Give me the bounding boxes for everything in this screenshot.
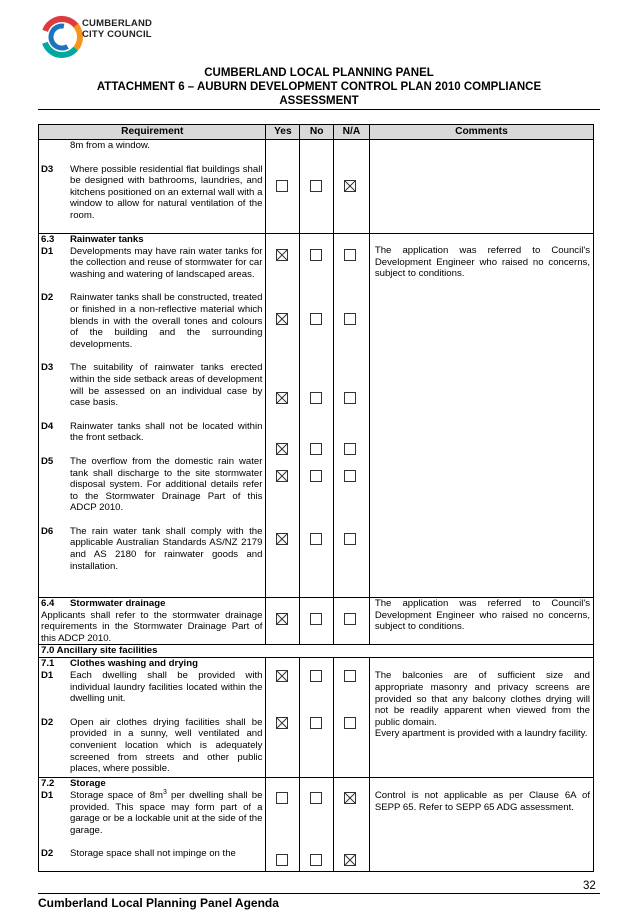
comment-text: Every apartment is provided with a laundry facility. <box>374 728 588 740</box>
checkbox-no[interactable] <box>310 670 322 682</box>
checkbox-no[interactable] <box>310 392 322 404</box>
checkbox-na[interactable] <box>344 533 356 545</box>
control-text: Rainwater tanks shall not be located within the front setback. <box>70 420 263 444</box>
footer-title: Cumberland Local Planning Panel Agenda <box>38 896 279 910</box>
control-code: D5 <box>41 455 54 467</box>
title-line-1: CUMBERLAND LOCAL PLANNING PANEL <box>204 67 434 79</box>
control-code: D1 <box>41 245 54 257</box>
section-heading: 7.0 Ancillary site facilities <box>41 645 158 657</box>
section-heading-row <box>39 645 594 658</box>
control-code: D3 <box>41 163 54 175</box>
control-code: D2 <box>41 292 54 304</box>
control-text-part: per dwelling shall be provided. This space may form part of a garage or be a lockable unit at the side of the garage. <box>70 789 263 836</box>
col-requirement: Requirement <box>39 125 266 140</box>
section-title: Storage <box>70 778 106 790</box>
checkbox-na-checked[interactable] <box>344 180 356 192</box>
checkbox-yes-checked[interactable] <box>276 533 288 545</box>
section-title: Rainwater tanks <box>70 234 144 245</box>
checkbox-no[interactable] <box>310 443 322 455</box>
header-rule <box>38 109 600 110</box>
comment-cell <box>369 658 593 778</box>
section-title: Clothes washing and drying <box>70 658 198 670</box>
yes-cell <box>266 140 300 234</box>
na-cell <box>334 778 370 872</box>
yes-cell <box>266 234 300 598</box>
checkbox-no[interactable] <box>310 613 322 625</box>
col-na: N/A <box>334 125 370 140</box>
checkbox-na[interactable] <box>344 392 356 404</box>
checkbox-no[interactable] <box>310 533 322 545</box>
section-code: 6.4 <box>41 598 55 609</box>
checkbox-no[interactable] <box>310 180 322 192</box>
comment-text: Control is not applicable as per Clause 6A of SEPP 65. Refer to SEPP 65 ADG assessment. <box>374 790 590 813</box>
control-text: Storage space shall not impinge on the <box>70 848 236 860</box>
checkbox-no[interactable] <box>310 792 322 804</box>
control-code: D1 <box>41 669 54 681</box>
section-code: 6.3 <box>41 234 55 245</box>
document-title <box>38 66 600 108</box>
yes-cell <box>266 598 300 645</box>
control-code: D6 <box>41 525 54 537</box>
no-cell <box>300 658 334 778</box>
checkbox-na[interactable] <box>344 670 356 682</box>
no-cell <box>300 598 334 645</box>
table-row <box>39 140 594 234</box>
checkbox-yes-checked[interactable] <box>276 443 288 455</box>
superscript: 3 <box>163 788 167 796</box>
logo-line-2: CITY COUNCIL <box>82 29 152 40</box>
requirement-cell <box>39 658 266 778</box>
na-cell <box>334 598 370 645</box>
logo-text <box>82 18 152 40</box>
no-cell <box>300 234 334 598</box>
checkbox-na[interactable] <box>344 717 356 729</box>
comment-cell <box>369 234 593 598</box>
control-text: The overflow from the domestic rain water tank shall discharge to the site stormwater disposal system. For additional details refer to the Stormwater Drainage Part of this ADCP 2010. <box>70 455 263 514</box>
na-cell <box>334 658 370 778</box>
checkbox-yes-checked[interactable] <box>276 613 288 625</box>
title-line-3: ASSESSMENT <box>279 95 359 107</box>
table-row <box>39 598 594 645</box>
checkbox-yes-checked[interactable] <box>276 470 288 482</box>
checkbox-na[interactable] <box>344 313 356 325</box>
col-comments: Comments <box>369 125 593 140</box>
control-code: D1 <box>41 789 54 801</box>
checkbox-na[interactable] <box>344 613 356 625</box>
logo-line-1: CUMBERLAND <box>82 18 153 29</box>
comment-text: The application was referred to Council's Development Engineer who raised no concerns, subject to conditions. <box>374 598 590 633</box>
table-row <box>39 234 594 598</box>
page-number: 32 <box>583 880 596 892</box>
requirement-cell <box>39 140 266 234</box>
na-cell <box>334 140 370 234</box>
checkbox-no[interactable] <box>310 313 322 325</box>
control-text: The rain water tank shall comply with the applicable Australian Standards AS/NZ 2179 and AS 2180 for rainwater goods and installation. <box>70 525 263 572</box>
comment-cell <box>369 140 593 234</box>
control-text: The suitability of rainwater tanks erected within the side setback areas of development will be assessed on an individual case by case basis. <box>70 362 263 409</box>
table-row <box>39 658 594 778</box>
checkbox-yes[interactable] <box>276 792 288 804</box>
checkbox-no[interactable] <box>310 470 322 482</box>
checkbox-yes-checked[interactable] <box>276 249 288 261</box>
checkbox-yes-checked[interactable] <box>276 670 288 682</box>
footer-rule <box>38 893 600 894</box>
control-text-part: Storage space of 8m <box>70 789 163 801</box>
continued-text: 8m from a window. <box>70 140 150 151</box>
control-code: D4 <box>41 420 54 432</box>
checkbox-no[interactable] <box>310 854 322 866</box>
checkbox-yes-checked[interactable] <box>276 392 288 404</box>
compliance-table <box>38 124 594 872</box>
col-yes: Yes <box>266 125 300 140</box>
section-heading-cell <box>39 645 594 658</box>
checkbox-yes-checked[interactable] <box>276 717 288 729</box>
control-text: Developments may have rain water tanks for the collection and reuse of stormwater for car washing and watering of landscaped areas. <box>70 245 263 280</box>
checkbox-na[interactable] <box>344 443 356 455</box>
control-code: D2 <box>41 716 54 728</box>
na-cell <box>334 234 370 598</box>
comment-cell <box>369 778 593 872</box>
table-row <box>39 778 594 872</box>
checkbox-na-checked[interactable] <box>344 854 356 866</box>
yes-cell <box>266 778 300 872</box>
requirement-cell <box>39 598 266 645</box>
checkbox-no[interactable] <box>310 249 322 261</box>
control-code: D3 <box>41 362 54 374</box>
comment-text: The balconies are of sufficient size and appropriate masonry and privacy screens are provided so that any balcony clothes drying will not be readily apparent when viewed from the public domain. <box>374 670 590 728</box>
checkbox-na-checked[interactable] <box>344 792 356 804</box>
control-text: Each dwelling shall be provided with individual laundry facilities located within the dwelling unit. <box>70 669 263 705</box>
requirement-cell <box>39 778 266 872</box>
comment-text: The application was referred to Council's Development Engineer who raised no concerns, subject to conditions. <box>374 245 590 280</box>
checkbox-yes[interactable] <box>276 180 288 192</box>
control-code: D2 <box>41 848 54 860</box>
no-cell <box>300 140 334 234</box>
section-code: 7.2 <box>41 778 55 790</box>
section-title: Stormwater drainage <box>70 598 166 609</box>
comment-cell <box>369 598 593 645</box>
checkbox-na[interactable] <box>344 249 356 261</box>
title-line-2: ATTACHMENT 6 – AUBURN DEVELOPMENT CONTROL PLAN 2010 COMPLIANCE <box>96 81 542 93</box>
control-text: Where possible residential flat buildings shall be designed with bathrooms, laundries, and kitchens positioned on an external wall with a window to allow for natural ventilation of the room. <box>70 163 263 221</box>
yes-cell <box>266 658 300 778</box>
control-text: Rainwater tanks shall be constructed, treated or finished in a non-reflective material which blends in with the overall tones and colours of the building and the surrounding developments. <box>70 292 263 350</box>
checkbox-yes[interactable] <box>276 854 288 866</box>
no-cell <box>300 778 334 872</box>
col-no: No <box>300 125 334 140</box>
section-text: Applicants shall refer to the stormwater drainage requirements in the Stormwater Drainage Part of this ADCP 2010. <box>41 609 263 644</box>
table-header-row <box>39 125 594 140</box>
requirement-cell <box>39 234 266 598</box>
checkbox-na[interactable] <box>344 470 356 482</box>
checkbox-no[interactable] <box>310 717 322 729</box>
checkbox-yes-checked[interactable] <box>276 313 288 325</box>
control-text <box>70 790 262 836</box>
control-text: Open air clothes drying facilities shall be provided in a sunny, well ventilated and convenient location which is adequately screened from streets and other public places, where possible. <box>70 716 263 775</box>
section-code: 7.1 <box>41 658 55 670</box>
